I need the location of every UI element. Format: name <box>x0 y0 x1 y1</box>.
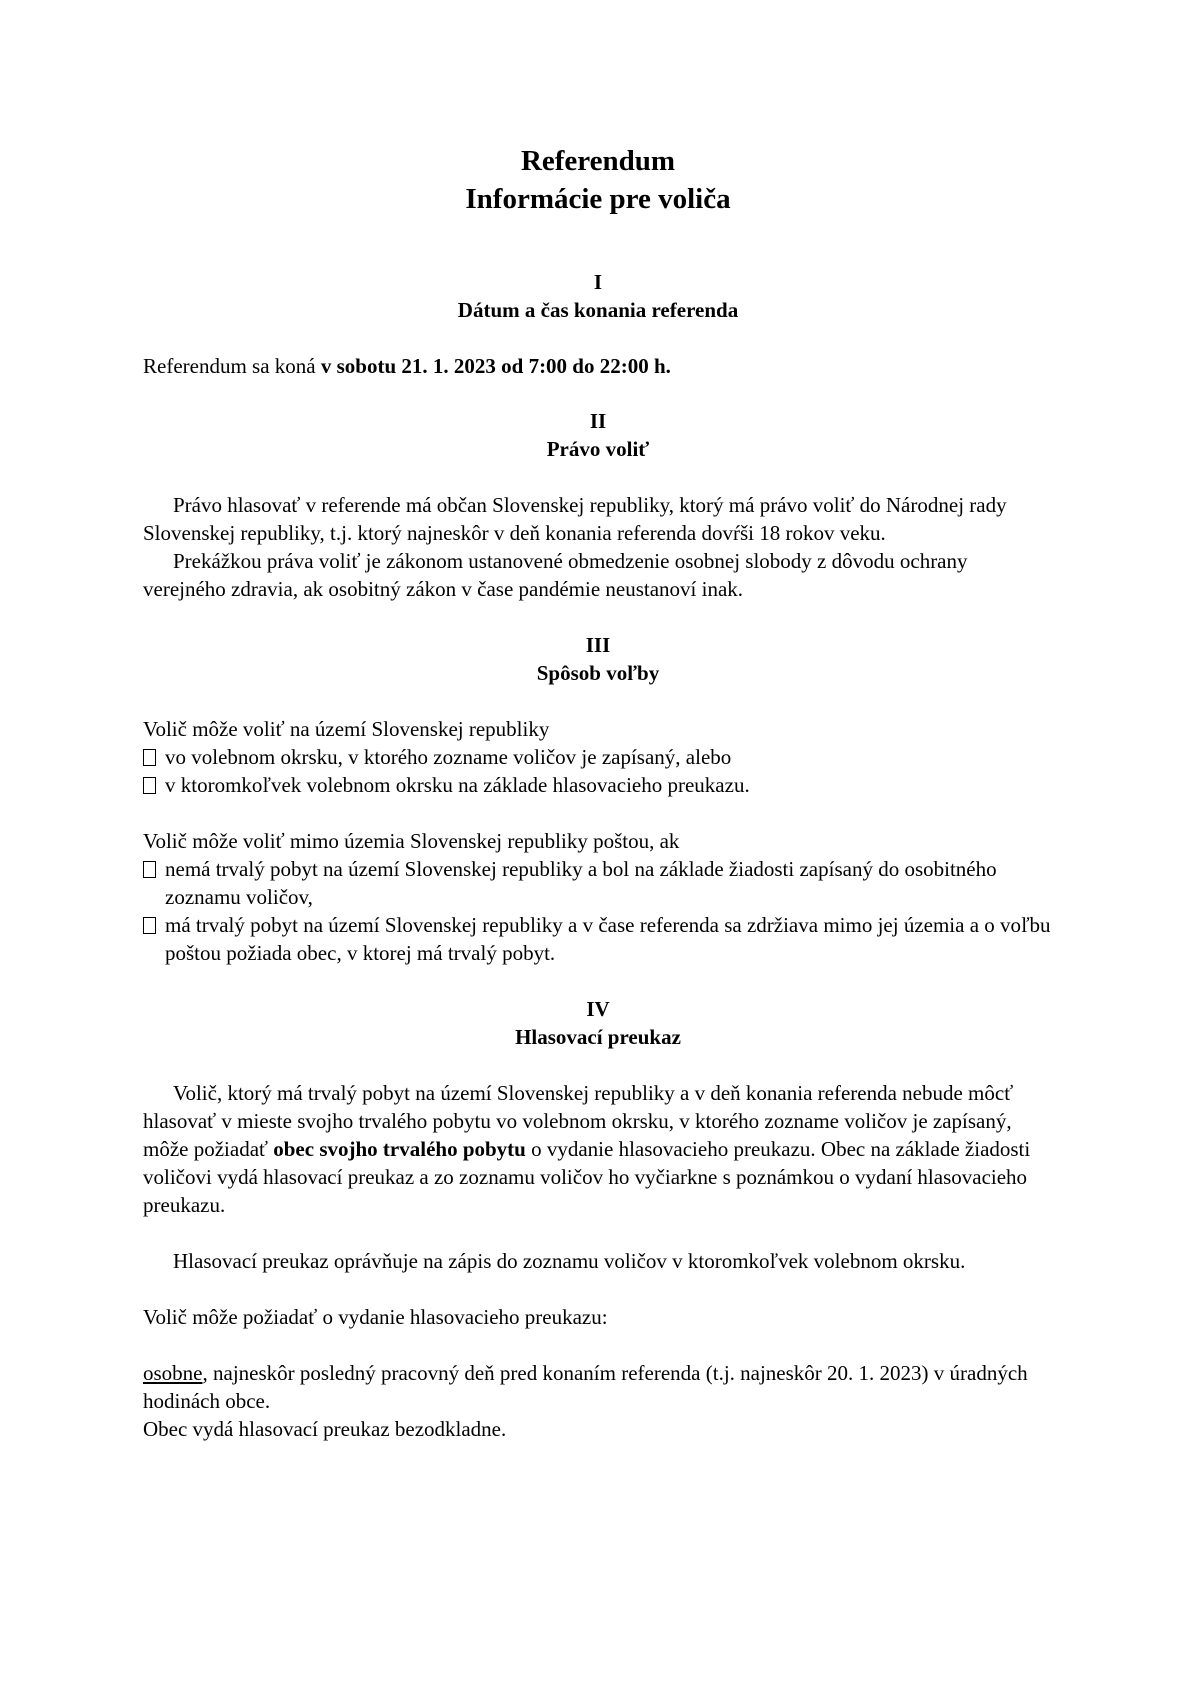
section-3-intro-2: Volič môže voliť mimo územia Slovenskej republiky poštou, ak <box>143 829 680 853</box>
checkbox-bullet-icon <box>143 749 156 766</box>
section-4-paragraph-3: Volič môže požiadať o vydanie hlasovacieho preukazu: <box>143 1305 608 1329</box>
checkbox-bullet-icon <box>143 917 156 934</box>
document-title-line2: Informácie pre voliča <box>465 183 731 215</box>
section-4-title: Hlasovací preukaz <box>515 1025 681 1049</box>
section-1-number: I <box>593 270 603 294</box>
list-item <box>143 855 1053 911</box>
section-4-paragraph-1 <box>143 1079 1053 1219</box>
section-2-paragraph-1: Právo hlasovať v referende má občan Slovenskej republiky, ktorý má právo voliť do Národnej rady Slovenskej republiky, t.j. ktorý najneskôr v deň konania referenda dovŕši 18 rokov veku. <box>143 493 1007 545</box>
section-1-text-prefix: Referendum sa koná <box>143 354 321 378</box>
list-item-text: vo volebnom okrsku, v ktorého zozname voličov je zapísaný, alebo <box>165 745 732 769</box>
section-3-intro-1: Volič môže voliť na území Slovenskej republiky <box>143 717 550 741</box>
section-4-osobne: osobne <box>143 1361 203 1385</box>
list-item <box>143 911 1053 967</box>
list-item-text: nemá trvalý pobyt na území Slovenskej republiky a bol na základe žiadosti zapísaný do osobitného zoznamu voličov, <box>165 857 997 909</box>
section-4-paragraph-1-b: o vydanie hlasovacieho preukazu. Obec na základe žiadosti voličovi vydá hlasovací preukaz a zo zoznamu voličov ho vyčiarkne s poznámkou o vydaní hlasovacieho preukazu. <box>143 1137 1031 1217</box>
section-3-number: III <box>585 633 611 657</box>
section-4-paragraph-4-rest: , najneskôr posledný pracovný deň pred konaním referenda (t.j. najneskôr 20. 1. 2023) v úradných hodinách obce. <box>143 1361 1028 1413</box>
list-item <box>143 743 1053 771</box>
checkbox-bullet-icon <box>143 777 156 794</box>
list-item-text: má trvalý pobyt na území Slovenskej republiky a v čase referenda sa zdržiava mimo jej územia a o voľbu poštou požiada obec, v ktorej má trvalý pobyt. <box>165 913 1051 965</box>
list-item <box>143 771 1053 799</box>
section-2-paragraph-2: Prekážkou práva voliť je zákonom ustanovené obmedzenie osobnej slobody z dôvodu ochrany verejného zdravia, ak osobitný zákon v čase pandémie neustanoví inak. <box>143 549 968 601</box>
section-3-title: Spôsob voľby <box>536 661 660 685</box>
section-1-text <box>143 352 1053 380</box>
document-title-line1: Referendum <box>520 145 676 177</box>
section-4-paragraph-4 <box>143 1359 1053 1415</box>
document-page <box>143 142 1053 1443</box>
checkbox-bullet-icon <box>143 861 156 878</box>
section-4-number: IV <box>586 997 610 1021</box>
section-4-paragraph-5: Obec vydá hlasovací preukaz bezodkladne. <box>143 1417 507 1441</box>
list-item-text: v ktoromkoľvek volebnom okrsku na základe hlasovacieho preukazu. <box>165 773 750 797</box>
section-4-paragraph-1-a: Volič, ktorý má trvalý pobyt na území Slovenskej republiky a v deň konania referenda nebude môcť hlasovať v mieste svojho trvalého pobytu vo volebnom okrsku, v ktorého zozname voličov je zapísaný, môže požiadať <box>143 1081 1014 1161</box>
section-4-paragraph-1-bold: obec svojho trvalého pobytu <box>273 1137 526 1161</box>
section-2-title: Právo voliť <box>546 437 650 461</box>
section-1-title: Dátum a čas konania referenda <box>457 298 739 322</box>
section-1-date-time: v sobotu 21. 1. 2023 od 7:00 do 22:00 h. <box>320 354 671 378</box>
section-2-number: II <box>589 409 607 433</box>
section-4-paragraph-2: Hlasovací preukaz oprávňuje na zápis do zoznamu voličov v ktoromkoľvek volebnom okrsku. <box>173 1249 966 1273</box>
